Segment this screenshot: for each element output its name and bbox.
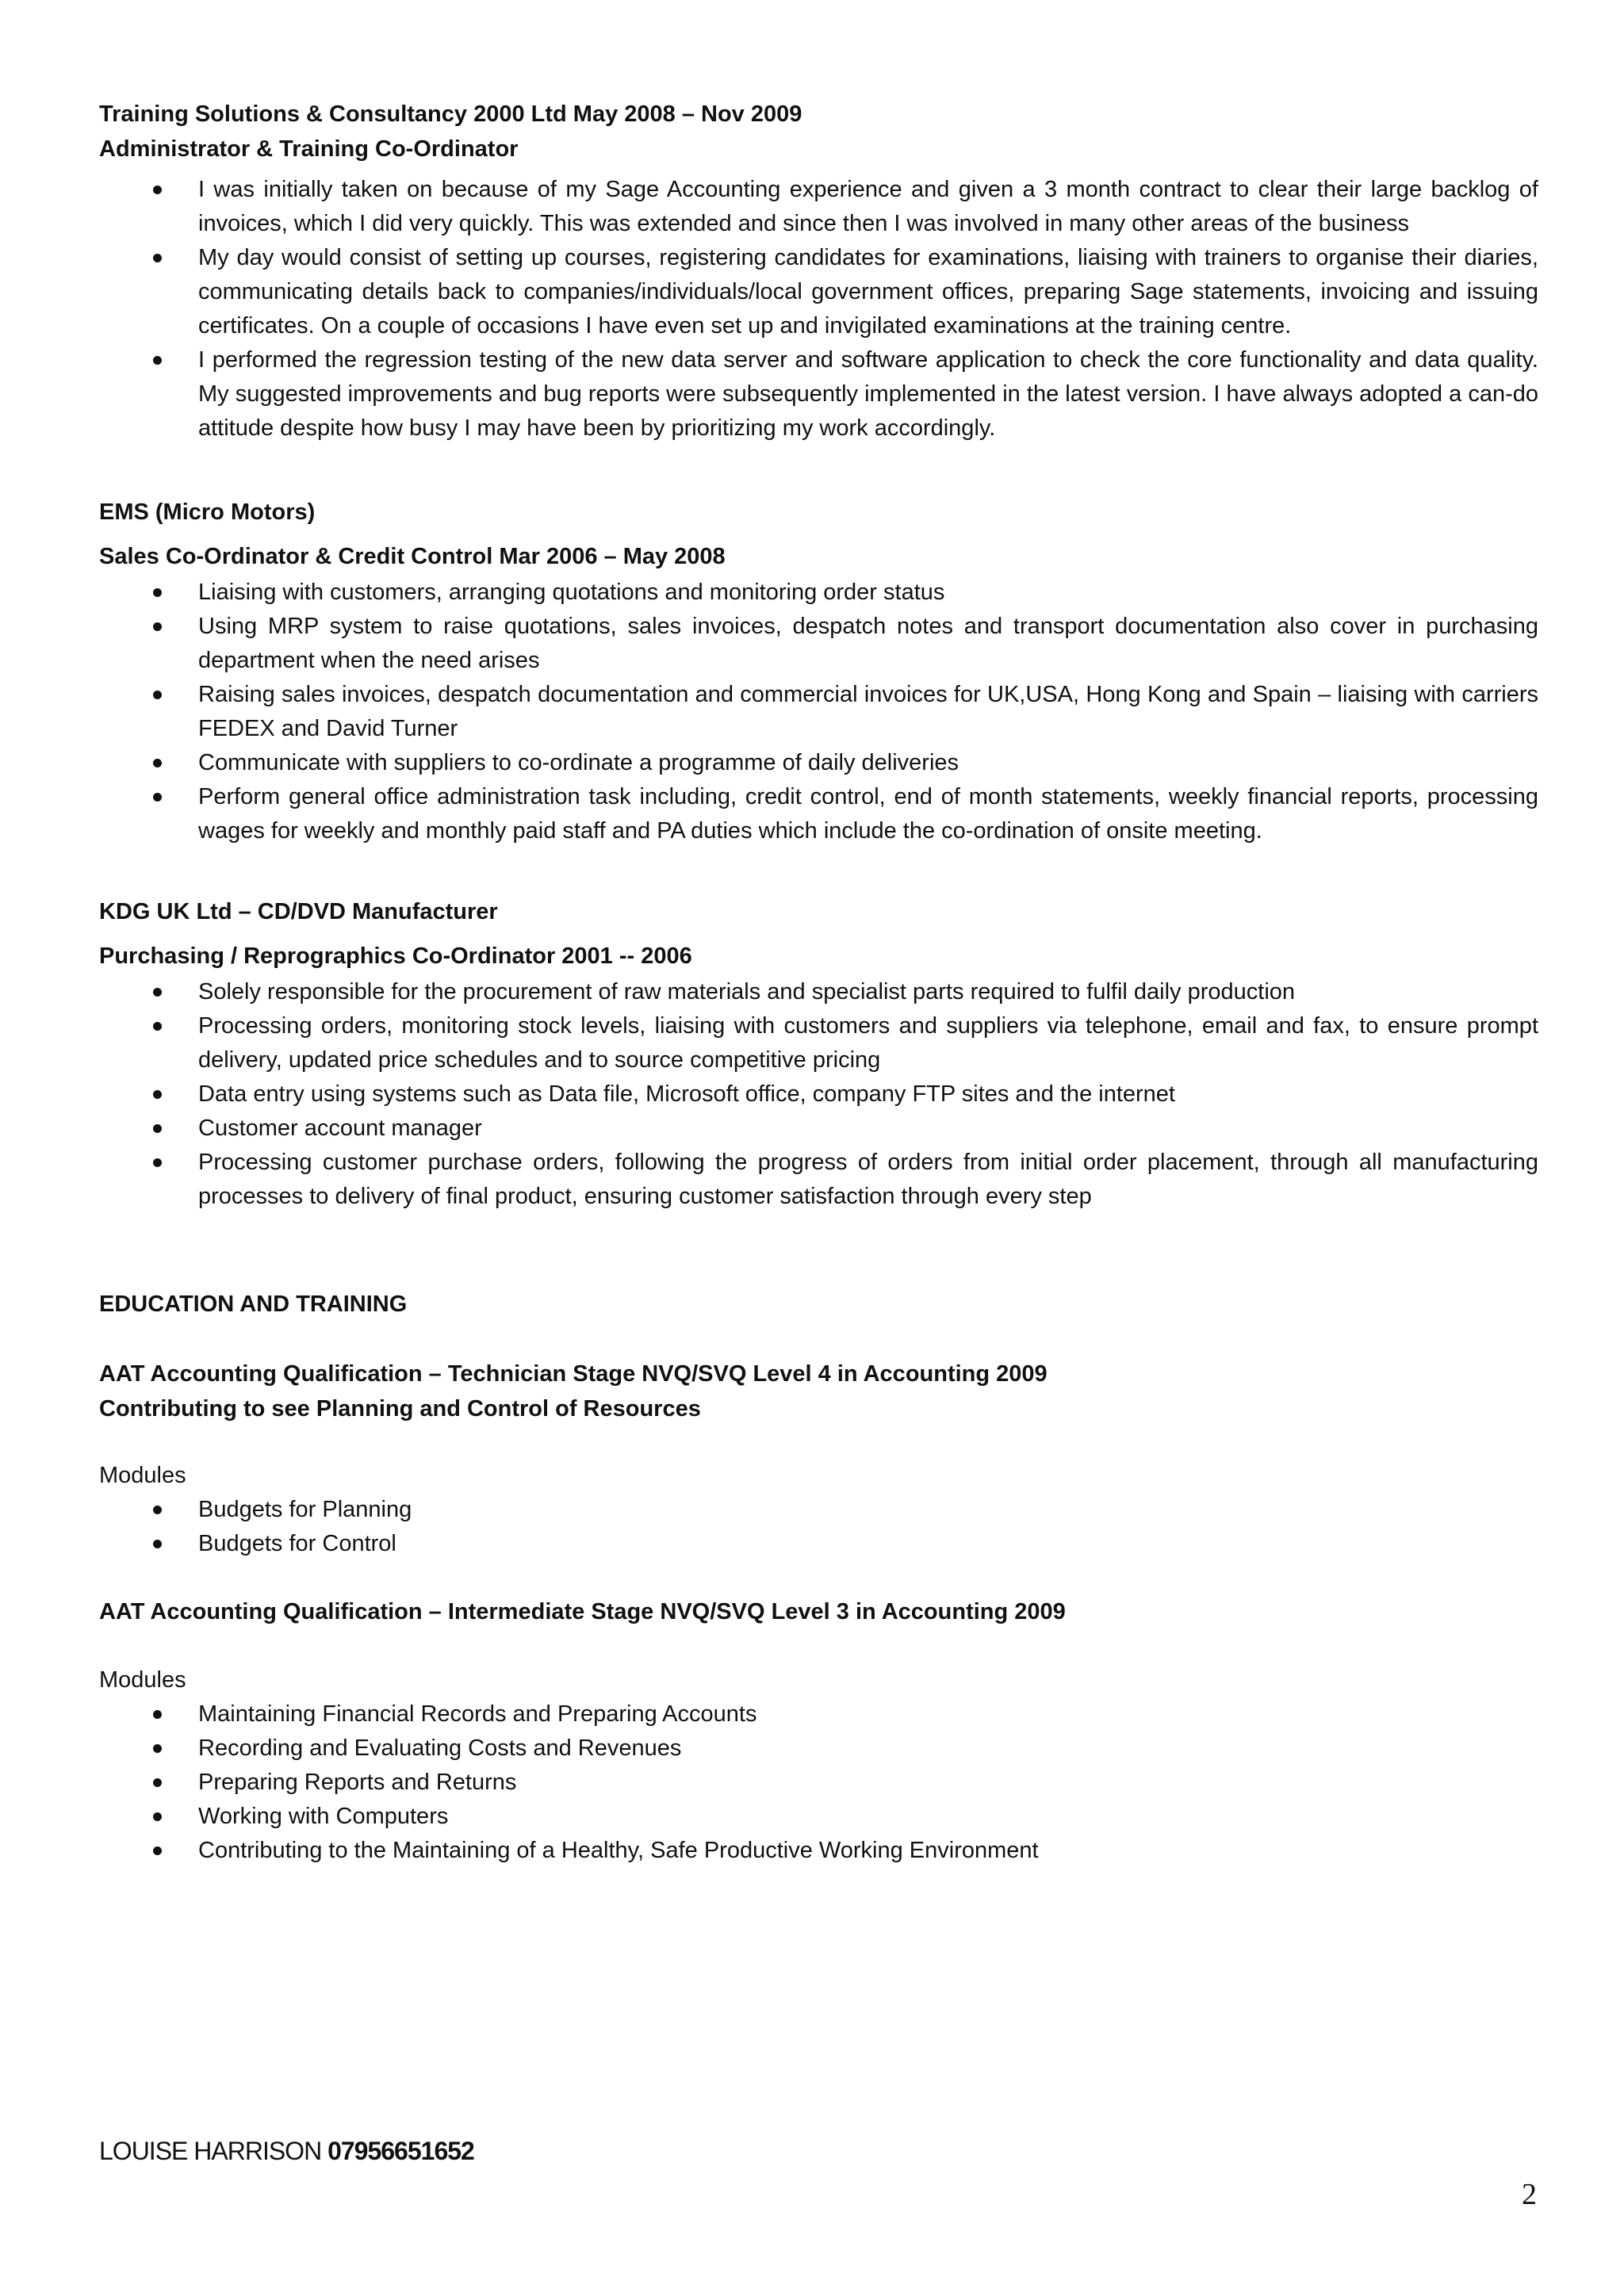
list-item-text: Liaising with customers, arranging quotations and monitoring order status bbox=[198, 580, 945, 605]
qualification-subtitle: Contributing to see Planning and Control of Resources bbox=[99, 1396, 701, 1422]
list-item-text: Contributing to the Maintaining of a Healthy, Safe Productive Working Environment bbox=[198, 1838, 1039, 1863]
job-company-heading: KDG UK Ltd – CD/DVD Manufacturer bbox=[99, 899, 498, 924]
list-item bbox=[198, 780, 1538, 848]
modules-label: Modules bbox=[99, 1463, 186, 1488]
list-item-text: Budgets for Planning bbox=[198, 1497, 412, 1522]
job-duties-list bbox=[99, 576, 1538, 848]
page-footer bbox=[99, 2133, 474, 2168]
job-entry-ems bbox=[99, 495, 1538, 848]
job-company-heading: EMS (Micro Motors) bbox=[99, 499, 316, 525]
job-entry-training-solutions bbox=[99, 97, 1538, 446]
qualification-title: AAT Accounting Qualification – Intermediate Stage NVQ/SVQ Level 3 in Accounting 2009 bbox=[99, 1599, 1066, 1624]
job-duties-list bbox=[99, 975, 1538, 1214]
list-item-text: Raising sales invoices, despatch documentation and commercial invoices for UK,USA, Hong Kong and Spain – liaising with carriers FEDEX and David Turner bbox=[198, 682, 1538, 741]
list-item-text: Preparing Reports and Returns bbox=[198, 1770, 517, 1795]
job-role-heading: Administrator & Training Co-Ordinator bbox=[99, 136, 519, 162]
qualification-entry bbox=[99, 1594, 1538, 1868]
list-item bbox=[198, 1527, 1538, 1561]
list-item bbox=[198, 576, 1538, 610]
list-item bbox=[198, 678, 1538, 746]
education-section bbox=[99, 1287, 1538, 1868]
list-item bbox=[198, 975, 1538, 1009]
list-item-text: I was initially taken on because of my Sage Accounting experience and given a 3 month contract to clear their large backlog of invoices, which I did very quickly. This was extended and since then I was involved in many other areas of the business bbox=[198, 177, 1538, 236]
list-item bbox=[198, 343, 1538, 446]
cv-page-body bbox=[99, 97, 1538, 1868]
list-item bbox=[198, 1732, 1538, 1766]
list-item bbox=[198, 1697, 1538, 1732]
modules-label: Modules bbox=[99, 1667, 186, 1693]
list-item bbox=[198, 1009, 1538, 1077]
list-item-text: Processing customer purchase orders, following the progress of orders from initial order placement, through all manufacturing processes to delivery of final product, ensuring customer satisfaction through every step bbox=[198, 1150, 1538, 1209]
list-item bbox=[198, 173, 1538, 241]
list-item-text: Working with Computers bbox=[198, 1804, 449, 1829]
list-item-text: Data entry using systems such as Data file, Microsoft office, company FTP sites and the internet bbox=[198, 1081, 1175, 1107]
list-item bbox=[198, 1766, 1538, 1800]
list-item bbox=[198, 746, 1538, 780]
list-item-text: Maintaining Financial Records and Preparing Accounts bbox=[198, 1701, 757, 1727]
qualification-entry bbox=[99, 1357, 1538, 1561]
list-item-text: Budgets for Control bbox=[198, 1531, 396, 1556]
page-number: 2 bbox=[1522, 2178, 1537, 2211]
list-item bbox=[198, 1112, 1538, 1146]
modules-list bbox=[99, 1697, 1538, 1868]
list-item bbox=[198, 1077, 1538, 1112]
job-role-heading: Sales Co-Ordinator & Credit Control Mar 2006 – May 2008 bbox=[99, 544, 726, 569]
job-company-heading: Training Solutions & Consultancy 2000 Ltd May 2008 – Nov 2009 bbox=[99, 101, 802, 127]
list-item-text: Processing orders, monitoring stock levels, liaising with customers and suppliers via telephone, email and fax, to ensure prompt delivery, updated price schedules and to source competitive pricing bbox=[198, 1013, 1538, 1073]
list-item-text: Perform general office administration task including, credit control, end of month statements, weekly financial reports, processing wages for weekly and monthly paid staff and PA duties which include the co-ordination of onsite meeting. bbox=[198, 784, 1538, 844]
list-item-text: Using MRP system to raise quotations, sales invoices, despatch notes and transport documentation also cover in purchasing department when the need arises bbox=[198, 614, 1538, 673]
list-item bbox=[198, 1834, 1538, 1868]
job-entry-kdg bbox=[99, 894, 1538, 1214]
list-item bbox=[198, 1800, 1538, 1834]
modules-list bbox=[99, 1493, 1538, 1561]
list-item bbox=[198, 610, 1538, 678]
qualification-title: AAT Accounting Qualification – Technician Stage NVQ/SVQ Level 4 in Accounting 2009 bbox=[99, 1361, 1048, 1387]
job-duties-list bbox=[99, 173, 1538, 446]
footer-phone: 07956651652 bbox=[327, 2137, 474, 2165]
list-item-text: My day would consist of setting up courses, registering candidates for examinations, liaising with trainers to organise their diaries, communicating details back to companies/individuals/local government offices, preparing Sage statements, invoicing and issuing certificates. On a couple of occasions I have even set up and invigilated examinations at the training centre. bbox=[198, 245, 1538, 339]
education-heading: EDUCATION AND TRAINING bbox=[99, 1292, 408, 1317]
footer-name: LOUISE HARRISON bbox=[99, 2137, 328, 2165]
list-item-text: Communicate with suppliers to co-ordinate a programme of daily deliveries bbox=[198, 750, 959, 775]
list-item bbox=[198, 1146, 1538, 1214]
list-item bbox=[198, 1493, 1538, 1527]
list-item-text: Solely responsible for the procurement of raw materials and specialist parts required to fulfil daily production bbox=[198, 979, 1296, 1004]
list-item-text: Customer account manager bbox=[198, 1115, 482, 1141]
list-item-text: I performed the regression testing of the new data server and software application to check the core functionality and data quality. My suggested improvements and bug reports were subsequently implemented in the latest version. I have always adopted a can-do attitude despite how busy I may have been by prioritizing my work accordingly. bbox=[198, 347, 1538, 441]
list-item bbox=[198, 241, 1538, 343]
list-item-text: Recording and Evaluating Costs and Revenues bbox=[198, 1735, 682, 1761]
job-role-heading: Purchasing / Reprographics Co-Ordinator 2001 -- 2006 bbox=[99, 943, 692, 969]
